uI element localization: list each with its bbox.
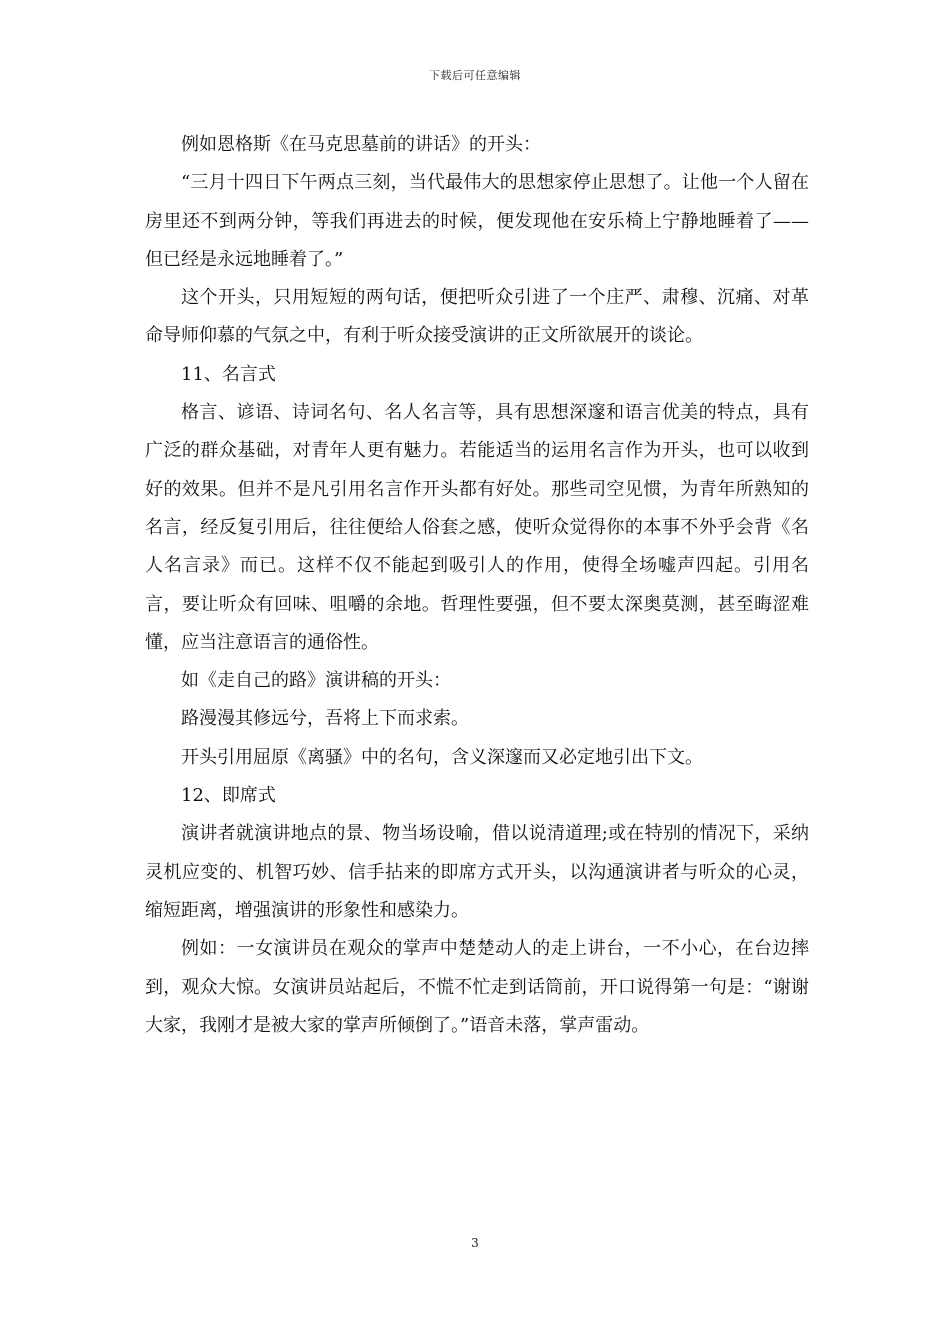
page-header: 下载后可任意编辑 bbox=[429, 69, 521, 82]
paragraph-lisao-analysis: 开头引用屈原《离骚》中的名句，含义深邃而又必定地引出下文。 bbox=[181, 746, 703, 768]
paragraph-quote-style-body: 格言、谚语、诗词名句、名人名言等，具有思想深邃和语言优美的特点，具有广泛的群众基础，对青年人更有魅力。若能适当的运用名言作为开头，也可以收到好的效果。但并不是凡引用名言作开头都有好处。那些司空见惯，为青年所熟知的名言，经反复引用后，往往便给人俗套之感，使听众觉得你的本事不外乎会背《名人名言录》而已。这样不仅不能起到吸引人的作用，使得全场嘘声四起。引用名言，要让听众有回味、咀嚼的余地。哲理性要强，但不要太深奥莫测，甚至晦涩难懂，应当注意语言的通俗性。 bbox=[145, 402, 809, 653]
paragraph-impromptu-body: 演讲者就演讲地点的景、物当场设喻，借以说清道理;或在特别的情况下，采纳灵机应变的、机智巧妙、信手拈来的即席方式开头，以沟通演讲者与听众的心灵，缩短距离，增强演讲的形象性和感染力。 bbox=[145, 823, 809, 921]
section-heading-quote-style: 11、名言式 bbox=[181, 363, 276, 385]
paragraph-lisao-quote: 路漫漫其修远兮，吾将上下而求索。 bbox=[181, 708, 469, 730]
paragraph-impromptu-example: 例如：一女演讲员在观众的掌声中楚楚动人的走上讲台，一不小心，在台边摔到，观众大惊。女演讲员站起后，不慌不忙走到话筒前，开口说得第一句是：“谢谢大家，我刚才是被大家的掌声所倾倒了。”语音未落，掌声雷动。 bbox=[145, 938, 809, 1036]
paragraph-engels-analysis: 这个开头，只用短短的两句话，便把听众引进了一个庄严、肃穆、沉痛、对革命导师仰慕的气氛之中，有利于听众接受演讲的正文所欲展开的谈论。 bbox=[145, 287, 809, 347]
paragraph-example-engels: 例如恩格斯《在马克思墓前的讲话》的开头： bbox=[181, 134, 541, 155]
paragraph-example-own-road: 如《走自己的路》演讲稿的开头： bbox=[181, 670, 451, 692]
document-body bbox=[145, 126, 809, 1045]
section-heading-impromptu-style: 12、即席式 bbox=[181, 785, 276, 807]
paragraph-engels-quote: “三月十四日下午两点三刻，当代最伟大的思想家停止思想了。让他一个人留在房里还不到两分钟，等我们再进去的时候，便发现他在安乐椅上宁静地睡着了——但已经是永远地睡着了。” bbox=[145, 172, 809, 270]
page-number: 3 bbox=[471, 1236, 479, 1250]
